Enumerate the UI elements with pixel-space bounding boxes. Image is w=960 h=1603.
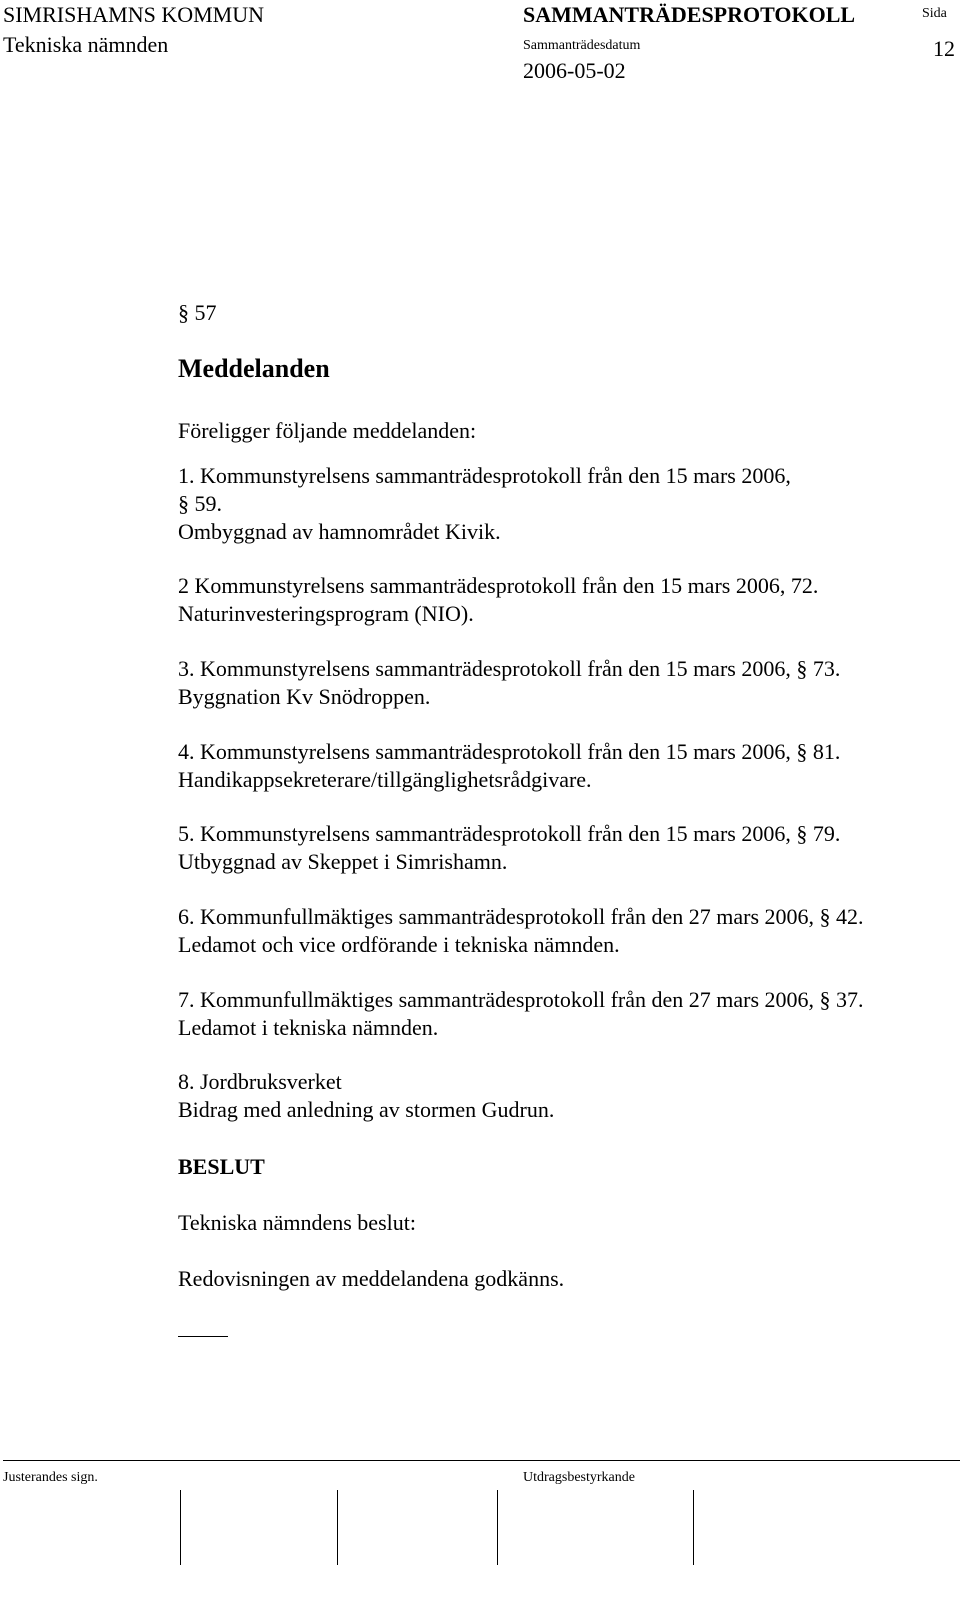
list-item-line: 4. Kommunstyrelsens sammanträdesprotokoll från den 15 mars 2006, § 81. <box>178 739 841 764</box>
list-item-line: Handikappsekreterare/tillgänglighetsrådgivare. <box>178 767 592 792</box>
decision-label: Tekniska nämndens beslut: <box>178 1210 416 1235</box>
list-item-line: 7. Kommunfullmäktiges sammanträdesprotokoll från den 27 mars 2006, § 37. <box>178 987 864 1012</box>
list-item <box>178 903 864 959</box>
certification-label: Utdragsbestyrkande <box>523 1470 635 1485</box>
signature-label: Justerandes sign. <box>3 1470 98 1485</box>
list-item <box>178 572 818 628</box>
list-item <box>178 1068 554 1124</box>
decision-heading: BESLUT <box>178 1154 265 1179</box>
list-item-line: Ledamot i tekniska nämnden. <box>178 1015 439 1040</box>
org-name: SIMRISHAMNS KOMMUN <box>3 2 264 27</box>
decision-text: Redovisningen av meddelandena godkänns. <box>178 1266 565 1291</box>
footer-divider <box>3 1460 960 1461</box>
list-item-line: 1. Kommunstyrelsens sammanträdesprotokoll från den 15 mars 2006, <box>178 463 791 488</box>
list-item-line: Utbyggnad av Skeppet i Simrishamn. <box>178 849 508 874</box>
list-item-line: Ledamot och vice ordförande i tekniska nämnden. <box>178 932 620 957</box>
list-item-line: 2 Kommunstyrelsens sammanträdesprotokoll från den 15 mars 2006, 72. <box>178 573 819 598</box>
list-item-line: 6. Kommunfullmäktiges sammanträdesprotokoll från den 27 mars 2006, § 42. <box>178 904 864 929</box>
end-rule <box>178 1336 228 1337</box>
list-item-line: Naturinvesteringsprogram (NIO). <box>178 601 474 626</box>
list-item-line: Bidrag med anledning av stormen Gudrun. <box>178 1097 555 1122</box>
page-number: 12 <box>933 36 955 61</box>
section-number: § 57 <box>178 300 217 325</box>
list-item-line: 5. Kommunstyrelsens sammanträdesprotokoll från den 15 mars 2006, § 79. <box>178 821 841 846</box>
list-item-line: 8. Jordbruksverket <box>178 1069 342 1094</box>
list-item-line: Byggnation Kv Snödroppen. <box>178 684 431 709</box>
list-item-line: § 59. <box>178 491 222 516</box>
signature-box-divider <box>497 1490 498 1565</box>
list-item-line: Ombyggnad av hamnområdet Kivik. <box>178 519 501 544</box>
list-item <box>178 738 840 794</box>
list-item <box>178 462 791 546</box>
page-label: Sida <box>922 6 947 21</box>
document-title: SAMMANTRÄDESPROTOKOLL <box>523 2 856 27</box>
list-item <box>178 986 864 1042</box>
intro-text: Föreligger följande meddelanden: <box>178 418 477 443</box>
meeting-date-label: Sammanträdesdatum <box>523 38 641 53</box>
signature-box-divider <box>337 1490 338 1565</box>
list-item <box>178 820 840 876</box>
section-heading: Meddelanden <box>178 354 330 383</box>
list-item <box>178 655 840 711</box>
signature-box-divider <box>180 1490 181 1565</box>
meeting-date: 2006-05-02 <box>523 58 626 83</box>
committee-name: Tekniska nämnden <box>3 32 169 57</box>
list-item-line: 3. Kommunstyrelsens sammanträdesprotokoll från den 15 mars 2006, § 73. <box>178 656 841 681</box>
signature-box-divider <box>693 1490 694 1565</box>
